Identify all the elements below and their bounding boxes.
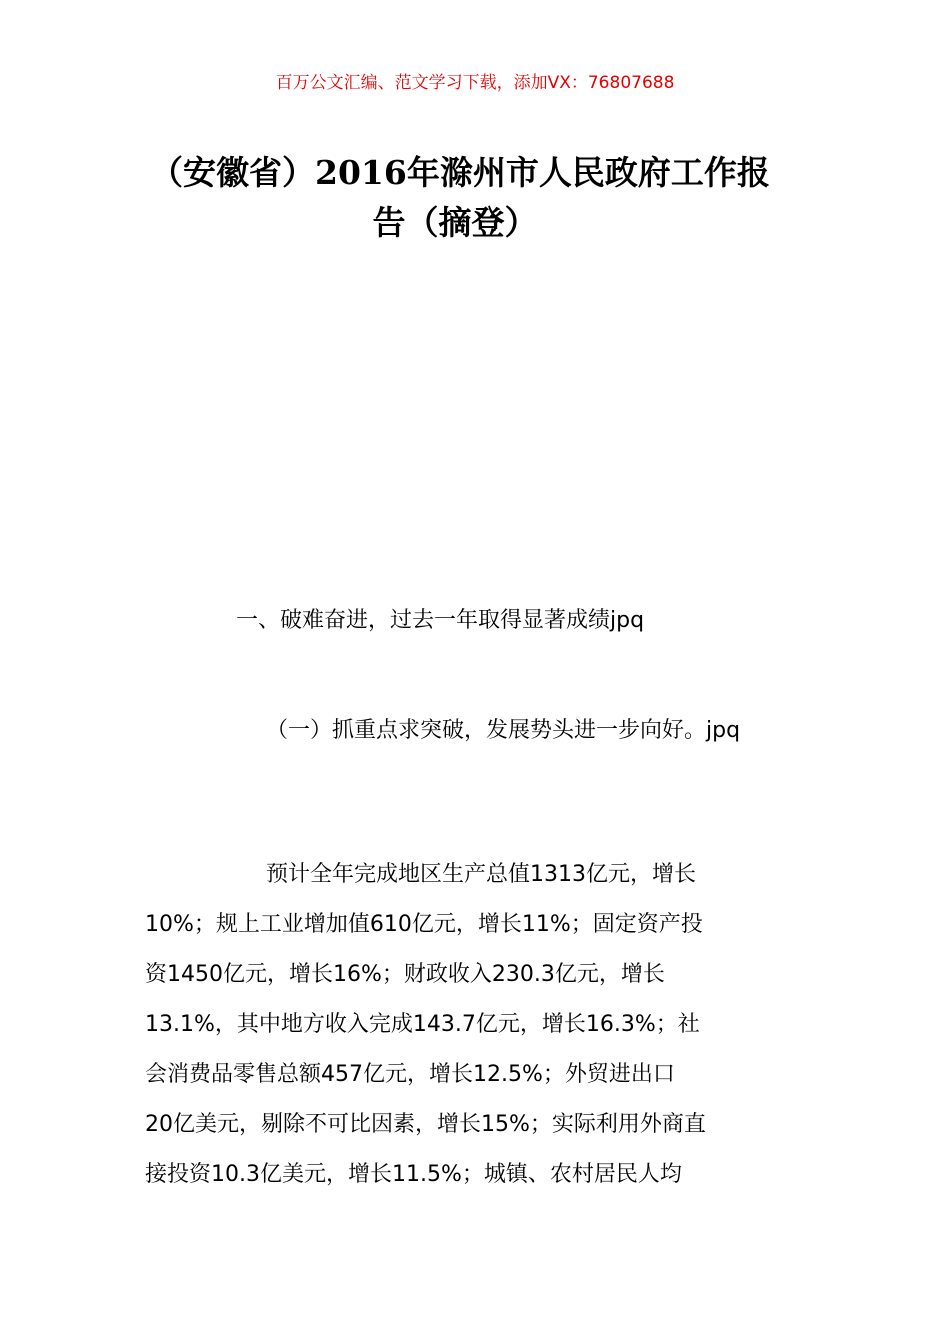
title-line-2: 告（摘登） <box>372 203 538 242</box>
paragraph-line: 预计全年完成地区生产总值1313亿元，增长 <box>266 862 696 887</box>
paragraph-line: 会消费品零售总额457亿元，增长12.5%；外贸进出口 <box>145 1062 675 1087</box>
sub-heading: （一）抓重点求突破，发展势头进一步向好。jpq <box>266 718 741 743</box>
document-title <box>150 148 810 248</box>
paragraph-line: 接投资10.3亿美元，增长11.5%；城镇、农村居民人均 <box>145 1162 682 1187</box>
header-watermark-note: 百万公文汇编、范文学习下载，添加VX：76807688 <box>275 73 675 93</box>
paragraph-line: 13.1%，其中地方收入完成143.7亿元，增长16.3%；社 <box>145 1012 700 1037</box>
section-heading: 一、破难奋进，过去一年取得显著成绩jpq <box>236 608 645 633</box>
paragraph-line: 20亿美元，剔除不可比因素，增长15%；实际利用外商直 <box>145 1112 706 1137</box>
paragraph-line: 10%；规上工业增加值610亿元，增长11%；固定资产投 <box>145 912 703 937</box>
body-paragraph <box>145 850 813 1200</box>
paragraph-line: 资1450亿元，增长16%；财政收入230.3亿元，增长 <box>145 962 665 987</box>
title-line-1: （安徽省）2016年滁州市人民政府工作报 <box>150 153 770 192</box>
